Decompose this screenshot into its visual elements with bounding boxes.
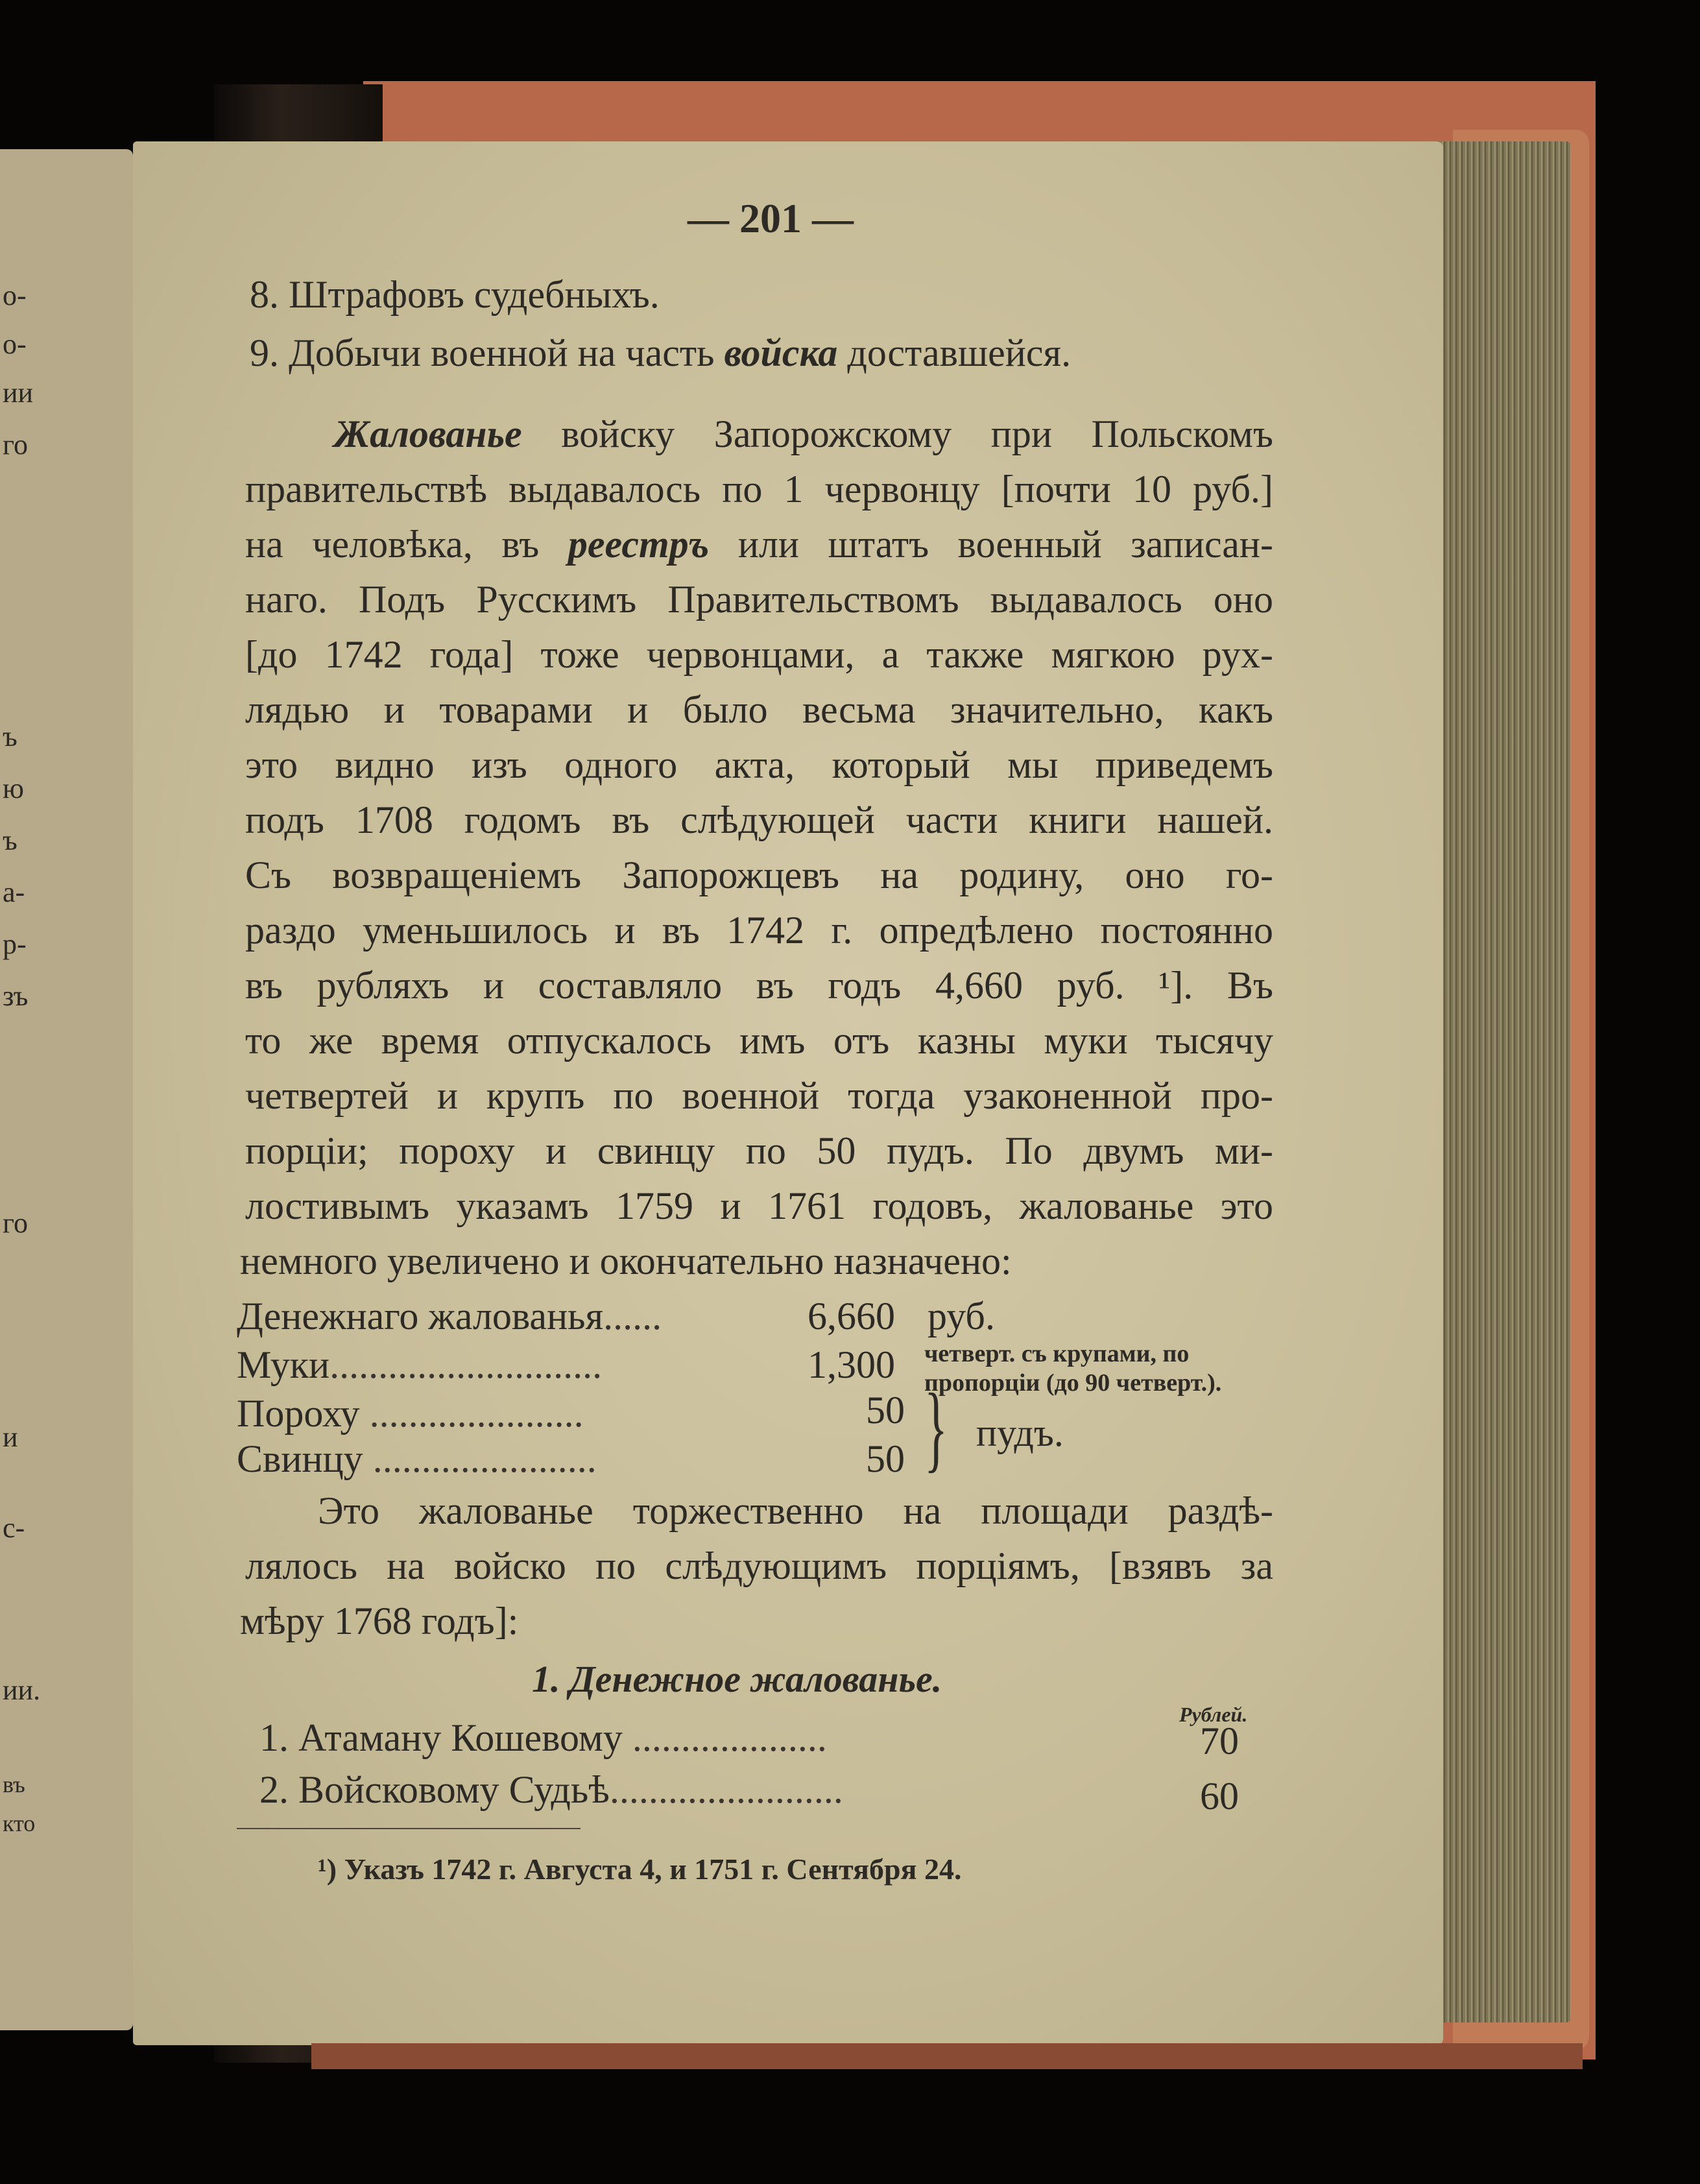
line-text: на человѣка, въ bbox=[245, 523, 540, 566]
payment-label: Атаману Кошевому bbox=[298, 1716, 623, 1759]
footnote-divider bbox=[237, 1828, 581, 1829]
left-fragment: о- bbox=[3, 328, 27, 360]
brace-icon: } bbox=[924, 1374, 948, 1482]
list-item bbox=[250, 331, 1071, 376]
left-fragment: го bbox=[3, 1207, 28, 1239]
leader-dots: ........................ bbox=[609, 1768, 843, 1811]
list-number: 9. bbox=[250, 331, 279, 374]
allowance-row bbox=[237, 1437, 597, 1482]
section-heading: 1. Денежное жалованье. bbox=[532, 1658, 942, 1700]
line-text: войску Запорожскому при Польскомъ bbox=[561, 413, 1273, 455]
paragraph-line: четвертей и крупъ по военной тогда узаконенной про- bbox=[245, 1074, 1273, 1117]
left-fragment: въ bbox=[3, 1771, 25, 1797]
list-text: Штрафовъ судебныхъ. bbox=[289, 273, 660, 316]
paragraph-line: лядью и товарами и было весьма значительно, какъ bbox=[245, 688, 1273, 731]
page-number: — 201 — bbox=[688, 195, 854, 241]
left-fragment: ъ bbox=[3, 721, 18, 752]
paragraph-line: въ рубляхъ и составляло въ годъ 4,660 руб. ¹]. Въ bbox=[245, 964, 1273, 1007]
paragraph-line: это видно изъ одного акта, который мы приведемъ bbox=[245, 743, 1273, 786]
left-fragment: ю bbox=[3, 773, 24, 804]
left-fragment: кто bbox=[3, 1810, 36, 1836]
left-fragment: зъ bbox=[3, 980, 29, 1012]
paragraph-line: правительствѣ выдавалось по 1 червонцу [почти 10 руб.] bbox=[245, 468, 1273, 510]
list-item bbox=[250, 272, 660, 317]
left-fragment: ии bbox=[3, 377, 34, 409]
allowance-label: Денежнаго жалованья bbox=[237, 1295, 604, 1338]
allowance-amount: 50 bbox=[866, 1437, 905, 1480]
line-text: или штатъ военный записан- bbox=[737, 523, 1274, 566]
left-fragment: ии. bbox=[3, 1674, 41, 1706]
page-edges bbox=[1435, 141, 1571, 2022]
payment-row bbox=[259, 1716, 827, 1760]
list-text-pre: Добычи военной на часть bbox=[289, 331, 724, 374]
allowance-label: Свинцу bbox=[237, 1437, 363, 1480]
payment-number: 1. bbox=[259, 1716, 289, 1759]
allowance-amount: 50 bbox=[866, 1389, 905, 1432]
allowance-note: четверт. съ крупами, по bbox=[924, 1340, 1190, 1367]
paragraph-line: Съ возвращеніемъ Запорожцевъ на родину, оно го- bbox=[245, 854, 1273, 896]
paragraph-line: мѣру 1768 годъ]: bbox=[240, 1600, 519, 1642]
payment-amount: 60 bbox=[1200, 1775, 1239, 1818]
paragraph-line: Это жалованье торжественно на площади раздѣ- bbox=[318, 1489, 1273, 1532]
left-fragment: о- bbox=[3, 280, 27, 311]
column-header: Рублей. bbox=[1179, 1703, 1248, 1726]
lead-word: Жалованье bbox=[334, 413, 522, 455]
leader-dots: ............................ bbox=[329, 1343, 603, 1386]
payment-label: Войсковому Судьѣ bbox=[298, 1768, 610, 1811]
leader-dots: ....................... bbox=[372, 1437, 597, 1480]
paragraph-line: немного увеличено и окончательно назначено: bbox=[240, 1240, 1012, 1282]
allowance-label: Муки bbox=[237, 1343, 330, 1386]
left-fragment: с- bbox=[3, 1512, 25, 1544]
paragraph-line: [до 1742 года] тоже червонцами, а также мягкою рух- bbox=[245, 633, 1273, 676]
paragraph-line: наго. Подъ Русскимъ Правительствомъ выдавалось оно bbox=[245, 578, 1273, 621]
payment-number: 2. bbox=[259, 1768, 289, 1811]
left-fragment: го bbox=[3, 429, 28, 461]
allowance-row bbox=[237, 1391, 584, 1436]
left-fragment: ъ bbox=[3, 824, 18, 856]
paragraph-line: лялось на войско по слѣдующимъ порціямъ, [взявъ за bbox=[245, 1544, 1273, 1587]
leader-dots: ...... bbox=[603, 1295, 662, 1338]
list-text-post: доставшейся. bbox=[837, 331, 1071, 374]
leader-dots: .................... bbox=[632, 1716, 827, 1759]
paragraph-line: подъ 1708 годомъ въ слѣдующей части книги нашей. bbox=[245, 798, 1273, 841]
footnote: ¹) Указъ 1742 г. Августа 4, и 1751 г. Сентября 24. bbox=[318, 1853, 962, 1886]
paragraph-line: то же время отпускалось имъ отъ казны муки тысячу bbox=[245, 1019, 1273, 1062]
italic-word: реестръ bbox=[568, 523, 710, 566]
allowance-label: Пороху bbox=[237, 1392, 360, 1435]
left-fragment: а- bbox=[3, 876, 25, 908]
allowance-amount: 1,300 bbox=[808, 1343, 895, 1386]
list-text-italic: войска bbox=[724, 331, 838, 374]
leader-dots: ...................... bbox=[369, 1392, 584, 1435]
paragraph-line bbox=[245, 522, 1273, 567]
allowance-note: пропорціи (до 90 четверт.). bbox=[924, 1369, 1222, 1397]
payment-amount: 70 bbox=[1200, 1720, 1239, 1762]
paragraph-line bbox=[334, 412, 1273, 457]
left-fragment: р- bbox=[3, 928, 27, 960]
left-page bbox=[0, 149, 133, 2030]
allowance-row bbox=[237, 1343, 602, 1387]
left-fragment: и bbox=[3, 1421, 18, 1453]
paragraph-line: раздо уменьшилось и въ 1742 г. опредѣлено постоянно bbox=[245, 909, 1273, 952]
book-bottom-edge bbox=[311, 2043, 1583, 2069]
paragraph-line: лостивымъ указамъ 1759 и 1761 годовъ, жалованье это bbox=[245, 1184, 1273, 1227]
list-number: 8. bbox=[250, 273, 279, 316]
allowance-row bbox=[237, 1294, 662, 1339]
allowance-unit: руб. bbox=[928, 1295, 995, 1338]
payment-row bbox=[259, 1768, 843, 1812]
allowance-shared-unit: пудъ. bbox=[976, 1411, 1064, 1454]
paragraph-line: порціи; пороху и свинцу по 50 пудъ. По двумъ ми- bbox=[245, 1129, 1273, 1172]
allowance-amount: 6,660 bbox=[808, 1295, 895, 1338]
